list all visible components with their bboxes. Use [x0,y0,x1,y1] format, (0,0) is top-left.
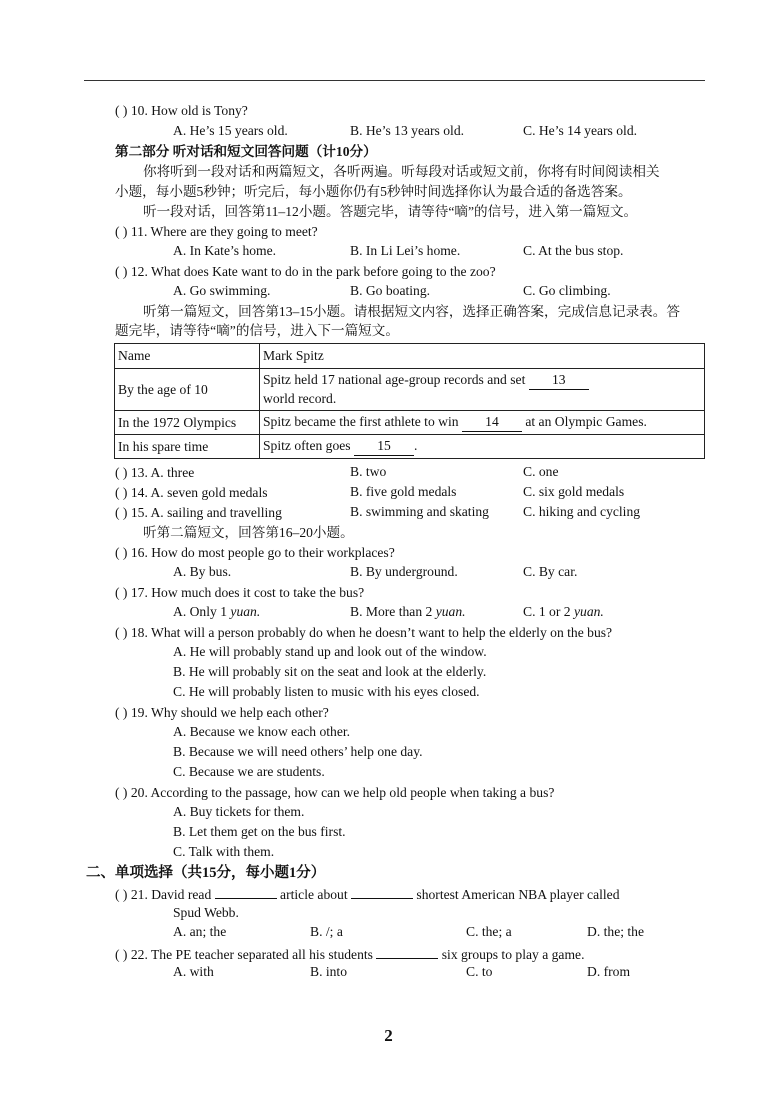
q15-option-c: C. hiking and cycling [523,504,641,519]
q15-option-b: B. swimming and skating [350,504,489,519]
q19-option-c: C. Because we are students. [173,764,325,779]
table-label-name: Name [115,344,260,369]
q21-stem [115,884,620,904]
q10-stem: ( ) 10. How old is Tony? [115,103,248,118]
part2-heading: 第二部分 听对话和短文回答问题（计10分） [115,144,377,159]
q14-option-c: C. six gold medals [523,484,625,499]
dialogue-intro: 听一段对话，回答第11–12小题。答题完毕，请等待“嘀”的信号，进入第一篇短文。 [143,204,638,219]
table-row [115,344,705,369]
info-record-table [114,343,705,459]
q18-option-c: C. He will probably listen to music with his eyes closed. [173,684,480,699]
option-text: B. More than 2 [350,604,436,619]
q18-option-b: B. He will probably sit on the seat and look at the elderly. [173,664,487,679]
table-row [115,369,705,411]
table-text: Spitz held 17 national age-group records and set [263,372,529,387]
q22-option-b: B. into [310,964,348,979]
table-label-spare-time: In his spare time [115,435,260,459]
q21-option-b: B. /; a [310,924,343,939]
q10-option-c: C. He’s 14 years old. [523,123,638,138]
q11-option-b: B. In Li Lei’s home. [350,243,461,258]
table-value-spare-time [260,435,705,459]
q11-stem: ( ) 11. Where are they going to meet? [115,224,318,239]
table-label-age: By the age of 10 [115,369,260,411]
q16-option-c: C. By car. [523,564,578,579]
table-value-name: Mark Spitz [260,344,705,369]
stem-text: six groups to play a game. [438,947,585,962]
passage1-intro-line2: 题完毕，请等待“嘀”的信号，进入下一篇短文。 [115,323,399,338]
q12-option-b: B. Go boating. [350,283,431,298]
q12-option-a: A. Go swimming. [173,283,271,298]
q14-stem: ( ) 14. A. seven gold medals [115,485,268,500]
blank-14[interactable]: 14 [462,413,522,432]
q18-stem: ( ) 18. What will a person probably do when he doesn’t want to help the elderly on the bus? [115,625,613,640]
q22-stem [115,944,584,964]
q11-option-a: A. In Kate’s home. [173,243,277,258]
q13-option-c: C. one [523,464,559,479]
option-text: C. 1 or 2 [523,604,574,619]
table-text: Spitz became the first athlete to win [263,414,462,429]
passage2-intro: 听第二篇短文，回答第16–20小题。 [143,525,354,540]
table-text: Spitz often goes [263,438,354,453]
option-unit: yuan. [230,604,261,619]
q22-option-d: D. from [587,964,631,979]
q11-option-c: C. At the bus stop. [523,243,624,258]
q13-stem: ( ) 13. A. three [115,465,195,480]
q17-option-c [523,604,604,620]
stem-text: shortest American NBA player called [413,887,620,902]
passage1-intro-line1: 听第一篇短文，回答第13–15小题。请根据短文内容，选择正确答案，完成信息记录表。答 [143,304,680,319]
blank-13[interactable]: 13 [529,371,589,390]
q22-option-c: C. to [466,964,493,979]
q20-option-c: C. Talk with them. [173,844,275,859]
q10-option-a: A. He’s 15 years old. [173,123,288,138]
q22-blank[interactable] [376,944,438,959]
stem-text: ( ) 22. The PE teacher separated all his students [115,947,377,962]
q13-option-b: B. two [350,464,387,479]
page-number: 2 [384,1026,393,1045]
q19-option-b: B. Because we will need others’ help one day. [173,744,423,759]
q12-option-c: C. Go climbing. [523,283,611,298]
table-value-age [260,369,705,411]
q16-stem: ( ) 16. How do most people go to their workplaces? [115,545,395,560]
table-row [115,411,705,435]
q21-option-c: C. the; a [466,924,512,939]
q15-stem: ( ) 15. A. sailing and travelling [115,505,282,520]
option-unit: yuan. [573,604,604,619]
q19-stem: ( ) 19. Why should we help each other? [115,705,329,720]
blank-15[interactable]: 15 [354,437,414,456]
stem-text: ( ) 21. David read [115,887,215,902]
q21-option-a: A. an; the [173,924,227,939]
part2-intro-line1: 你将听到一段对话和两篇短文，各听两遍。听每段对话或短文前，你将有时间阅读相关 [143,164,660,179]
section2-heading: 二、单项选择（共15分，每小题1分） [86,865,326,881]
q21-blank-1[interactable] [215,884,277,899]
stem-text: article about [276,887,352,902]
q21-blank-2[interactable] [351,884,413,899]
q14-option-b: B. five gold medals [350,484,457,499]
q10-option-b: B. He’s 13 years old. [350,123,465,138]
q20-option-b: B. Let them get on the bus first. [173,824,346,839]
q21-option-d: D. the; the [587,924,645,939]
q20-option-a: A. Buy tickets for them. [173,804,305,819]
table-text: world record. [263,391,337,406]
table-text: . [414,438,418,453]
part2-intro-line2: 小题，每小题5秒钟；听完后，每小题你仍有5秒钟时间选择你认为最合适的备选答案。 [115,184,632,199]
q12-stem: ( ) 12. What does Kate want to do in the park before going to the zoo? [115,264,496,279]
option-text: A. Only 1 [173,604,231,619]
q18-option-a: A. He will probably stand up and look out of the window. [173,644,487,659]
q20-stem: ( ) 20. According to the passage, how can we help old people when taking a bus? [115,785,555,800]
q19-option-a: A. Because we know each other. [173,724,351,739]
table-value-olympics [260,411,705,435]
table-row [115,435,705,459]
q22-option-a: A. with [173,964,214,979]
table-label-olympics: In the 1972 Olympics [115,411,260,435]
table-text: at an Olympic Games. [521,414,647,429]
option-unit: yuan. [435,604,466,619]
q21-stem-line2: Spud Webb. [173,905,239,920]
q16-option-b: B. By underground. [350,564,458,579]
q17-option-b [350,604,466,620]
q17-option-a [173,604,260,620]
q17-stem: ( ) 17. How much does it cost to take the bus? [115,585,365,600]
q16-option-a: A. By bus. [173,564,232,579]
header-rule [84,80,705,81]
